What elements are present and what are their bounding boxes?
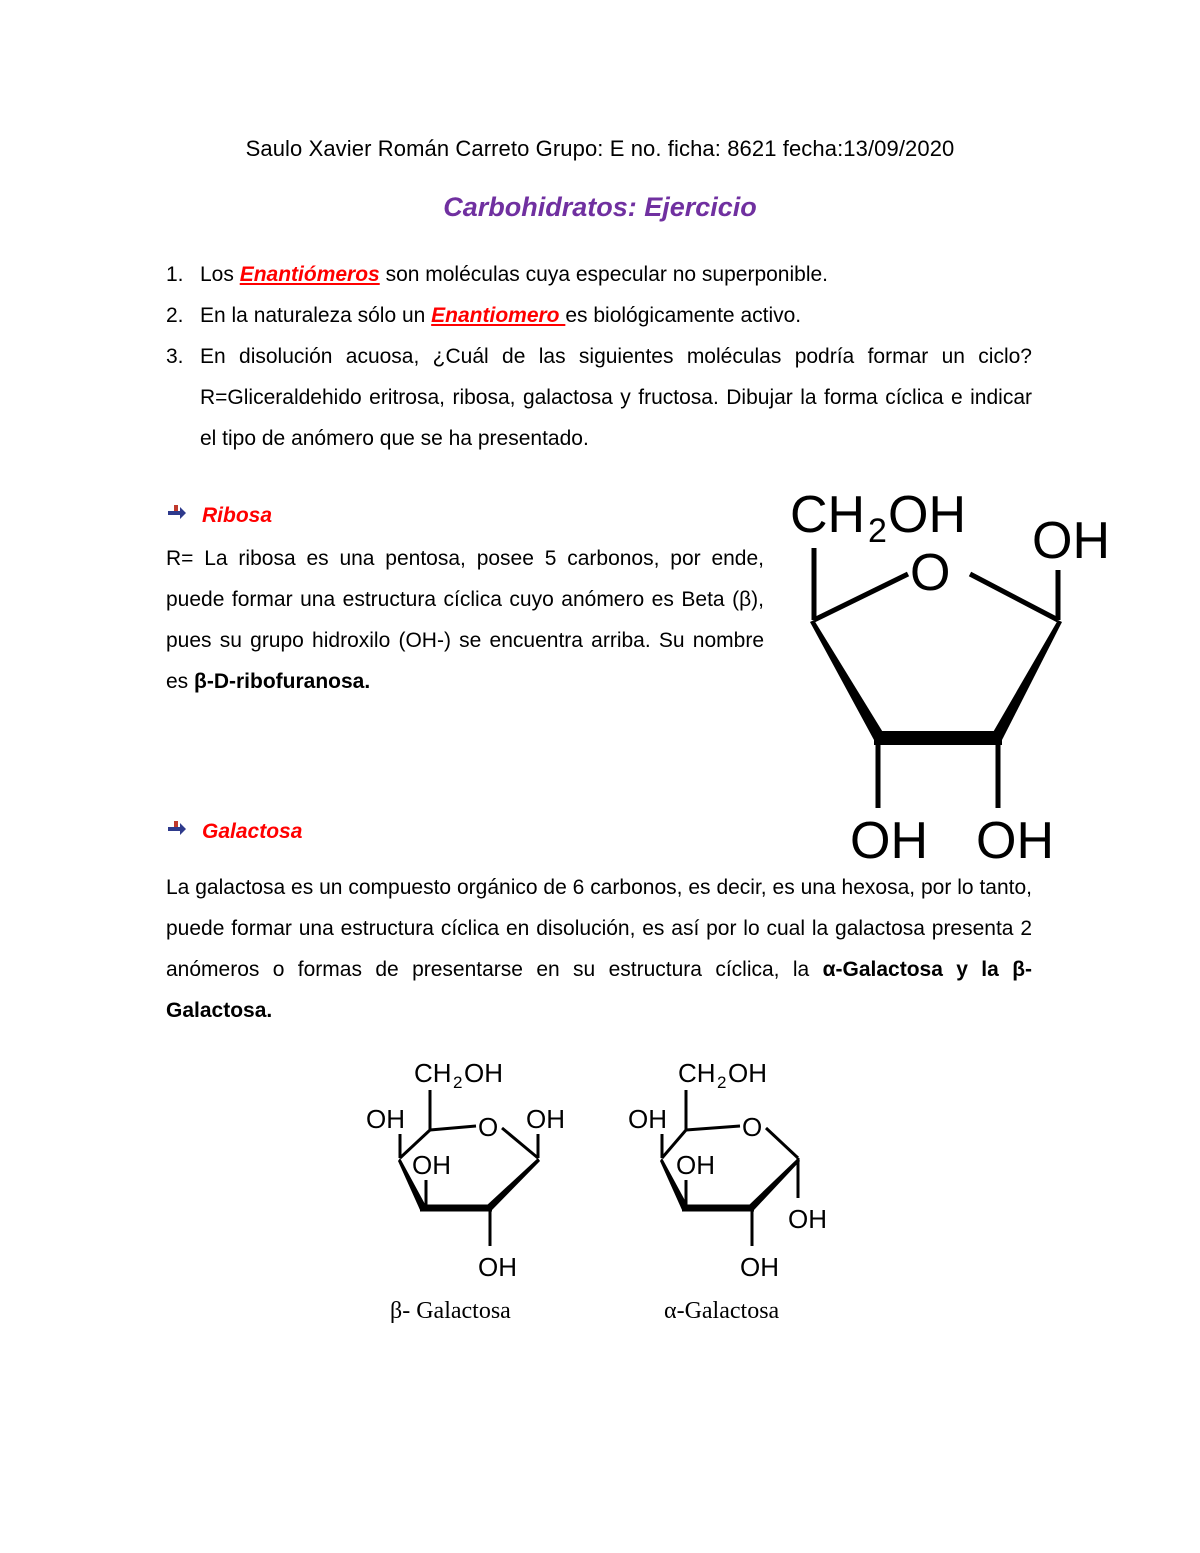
ring-oxygen: O	[910, 544, 951, 602]
svg-text:OH: OH	[788, 1204, 827, 1234]
oh-anomeric: OH	[1032, 512, 1110, 570]
question-2-post: es biológicamente activo.	[565, 304, 802, 327]
svg-text:OH: OH	[728, 1058, 767, 1088]
alpha-galactose-caption: α-Galactosa	[664, 1298, 780, 1324]
svg-text:2: 2	[453, 1073, 463, 1092]
list-number: 2.	[166, 304, 184, 327]
beta-galactose-structure	[360, 1050, 600, 1330]
arrow-bullet-icon	[166, 501, 202, 531]
question-2	[166, 295, 1032, 336]
question-list	[166, 254, 1032, 459]
svg-text:OH: OH	[740, 1252, 779, 1282]
svg-text:OH: OH	[478, 1252, 517, 1282]
ribosa-paragraph: R= La ribosa es una pentosa, posee 5 carbonos, por ende, puede formar una estructura cíclica cuyo anómero es Beta (β), pues su grupo hidroxilo (OH-) se encuentra arriba. Su nombre es β-D-ribofuranosa.	[166, 547, 764, 693]
ch2oh-oh: OH	[888, 486, 966, 544]
galactosa-paragraph: La galactosa es un compuesto orgánico de 6 carbonos, es decir, es una hexosa, por lo tanto, puede formar una estructura cíclica en disolución, es así por lo cual la galactosa presenta 2 anómeros o formas de presentarse en su estructura cíclica, la α-Galactosa y la β-Galactosa.	[166, 876, 1033, 1022]
ch2oh-ch: CH	[790, 486, 866, 544]
svg-text:CH: CH	[678, 1058, 716, 1088]
ribose-structure	[770, 470, 1140, 870]
svg-text:OH: OH	[464, 1058, 503, 1088]
question-1	[166, 254, 1032, 295]
ribosa-name: β-D-ribofuranosa.	[194, 670, 371, 693]
list-number: 1.	[166, 263, 184, 286]
svg-text:OH: OH	[628, 1104, 667, 1134]
svg-text:O: O	[478, 1112, 499, 1142]
svg-text:2: 2	[717, 1073, 727, 1092]
ribosa-heading: Ribosa	[166, 501, 272, 531]
galactosa-heading: Galactosa	[166, 817, 302, 847]
question-1-pre: Los	[200, 263, 240, 286]
author-header: Saulo Xavier Román Carreto Grupo: E no. ficha: 8621 fecha:13/09/2020	[245, 136, 955, 161]
svg-text:OH: OH	[366, 1104, 405, 1134]
svg-text:O: O	[742, 1112, 763, 1142]
document-title: Carbohidratos: Ejercicio	[443, 192, 757, 222]
question-1-post: son moléculas cuya especular no superponible.	[379, 263, 829, 286]
galactosa-names: α-Galactosa y la β-Galactosa.	[166, 958, 1033, 1022]
oh-c3: OH	[850, 812, 928, 870]
svg-text:OH: OH	[526, 1104, 565, 1134]
list-number: 3.	[166, 345, 184, 368]
svg-text:OH: OH	[412, 1150, 451, 1180]
term-enantiomeros: Enantiómeros	[239, 263, 380, 286]
oh-c2: OH	[976, 812, 1054, 870]
beta-galactose-caption: β- Galactosa	[390, 1298, 511, 1324]
alpha-galactose-structure	[624, 1050, 864, 1330]
svg-text:OH: OH	[676, 1150, 715, 1180]
question-3	[166, 336, 1032, 459]
ch2oh-sub: 2	[868, 512, 887, 550]
question-2-pre: En la naturaleza sólo un	[200, 304, 432, 327]
svg-text:CH: CH	[414, 1058, 452, 1088]
question-3-text: En disolución acuosa, ¿Cuál de las siguientes moléculas podría formar un ciclo? R=Gliceraldehido eritrosa, ribosa, galactosa y fructosa. Dibujar la forma cíclica e indicar el tipo de anómero que se ha presentado.	[200, 345, 1032, 450]
arrow-bullet-icon	[166, 817, 202, 847]
term-enantiomero: Enantiomero	[431, 304, 566, 327]
